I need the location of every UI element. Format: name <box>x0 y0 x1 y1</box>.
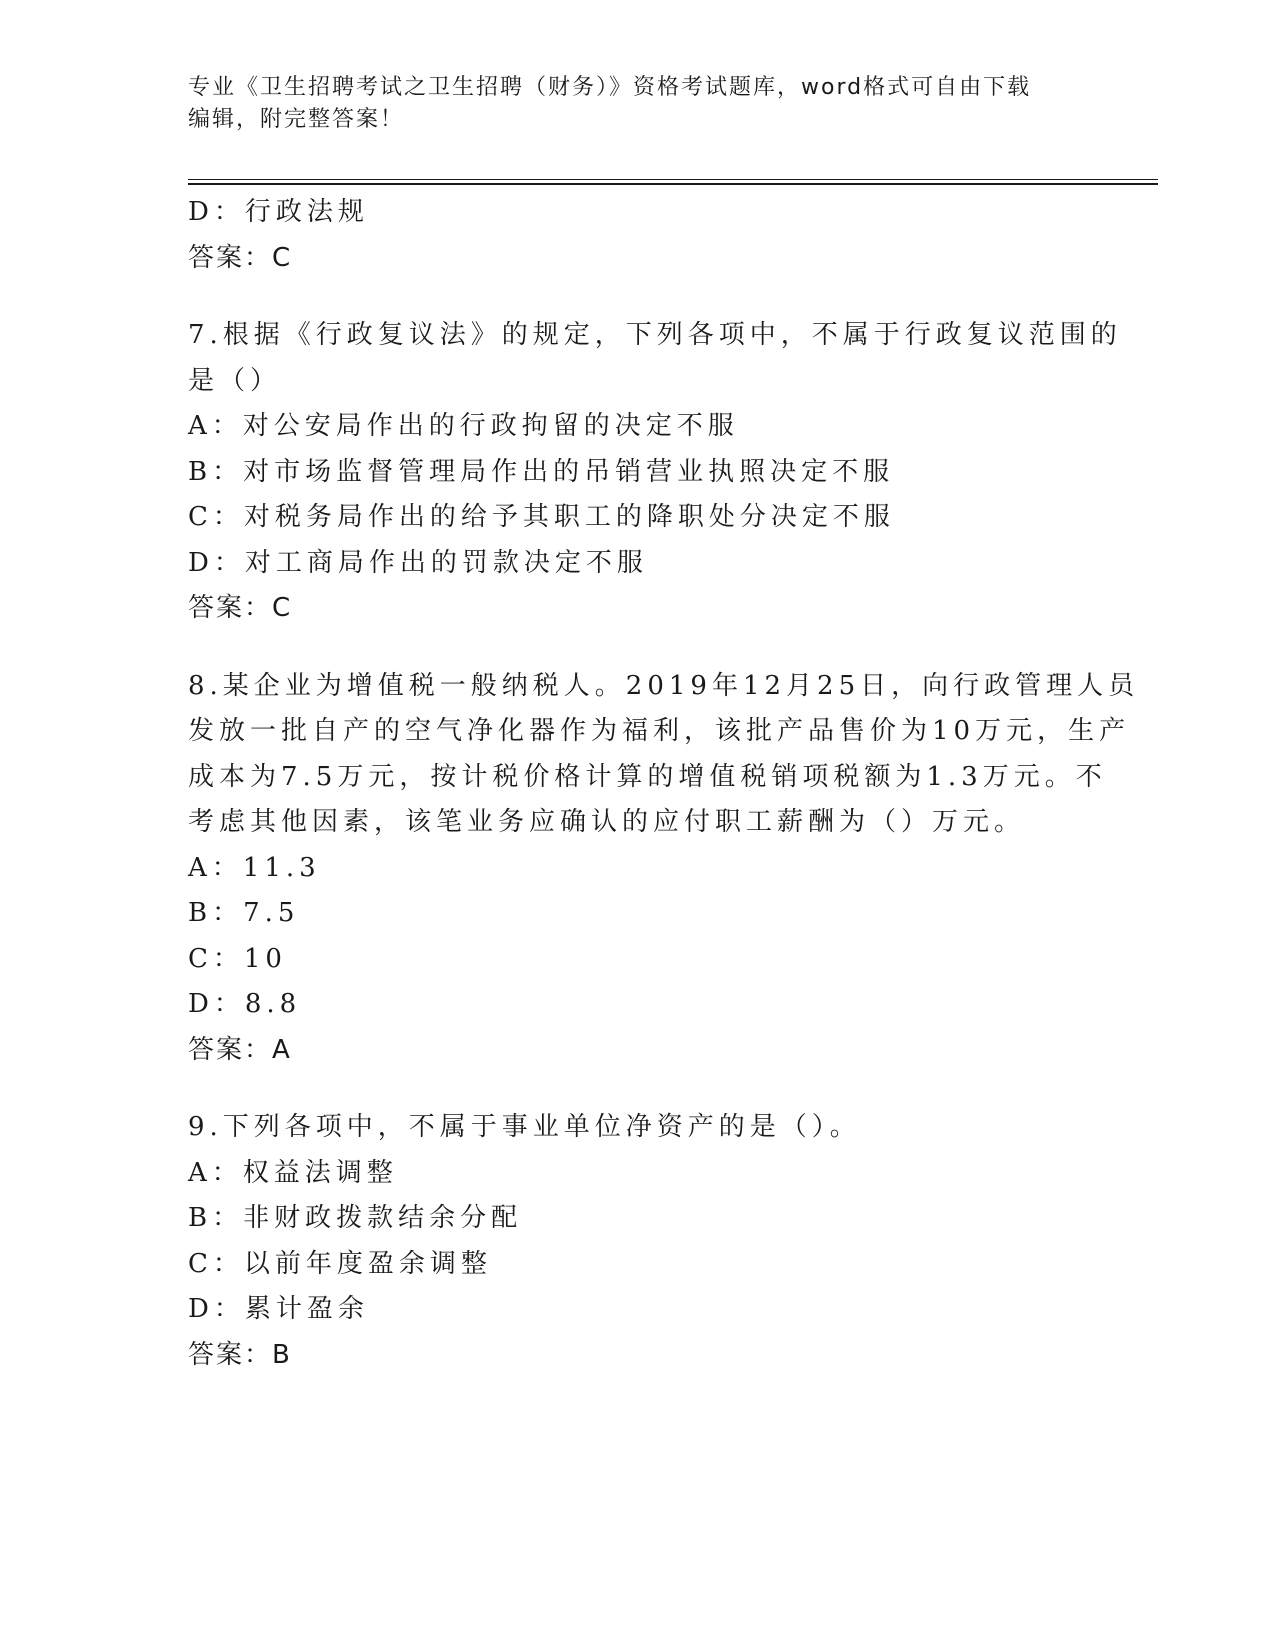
question-stem: 8.某企业为增值税一般纳税人。2019年12月25日，向行政管理人员 <box>188 670 1140 701</box>
question-9 <box>188 1105 1088 1378</box>
option-d: D：行政法规 <box>188 197 369 227</box>
question-stem: 9.下列各项中，不属于事业单位净资产的是（）。 <box>188 1112 861 1142</box>
option-d: D：累计盈余 <box>188 1294 369 1324</box>
question-6 <box>188 190 1088 281</box>
answer: 答案：A <box>188 1034 292 1065</box>
header-line-2: 编辑，附完整答案！ <box>188 107 405 132</box>
question-stem: 发放一批自产的空气净化器作为福利，该批产品售价为10万元，生产 <box>188 716 1131 746</box>
option-d: D：8.8 <box>188 989 302 1019</box>
question-7 <box>188 313 1122 632</box>
answer: 答案：B <box>188 1339 292 1370</box>
answer: 答案：C <box>188 593 293 623</box>
header-divider-thick <box>188 183 1158 185</box>
option-a: A：权益法调整 <box>188 1157 398 1188</box>
option-a: A：对公安局作出的行政拘留的决定不服 <box>188 411 739 441</box>
option-c: C：10 <box>188 943 287 974</box>
option-c: C：以前年度盈余调整 <box>188 1248 492 1279</box>
question-stem: 7.根据《行政复议法》的规定，下列各项中，不属于行政复议范围的 <box>188 320 1122 350</box>
header-divider-thin <box>188 179 1158 180</box>
option-b: B：7.5 <box>188 898 300 928</box>
question-stem: 考虑其他因素，该笔业务应确认的应付职工薪酬为（）万元。 <box>188 807 1026 837</box>
option-b: B：对市场监督管理局作出的吊销营业执照决定不服 <box>188 456 895 487</box>
option-c: C：对税务局作出的给予其职工的降职处分决定不服 <box>188 502 895 532</box>
question-stem: 成本为7.5万元，按计税价格计算的增值税销项税额为1.3万元。不 <box>188 761 1107 792</box>
question-content <box>188 190 1140 1378</box>
option-b: B：非财政拨款结余分配 <box>188 1203 523 1233</box>
answer: 答案：C <box>188 242 293 273</box>
option-d: D：对工商局作出的罚款决定不服 <box>188 547 648 578</box>
header-line-1: 专业《卫生招聘考试之卫生招聘（财务）》资格考试题库，word格式可自由下载 <box>188 75 1032 100</box>
option-a: A：11.3 <box>188 852 321 883</box>
document-header <box>188 72 1088 136</box>
question-8 <box>188 664 1140 1074</box>
question-stem: 是（） <box>188 365 282 396</box>
